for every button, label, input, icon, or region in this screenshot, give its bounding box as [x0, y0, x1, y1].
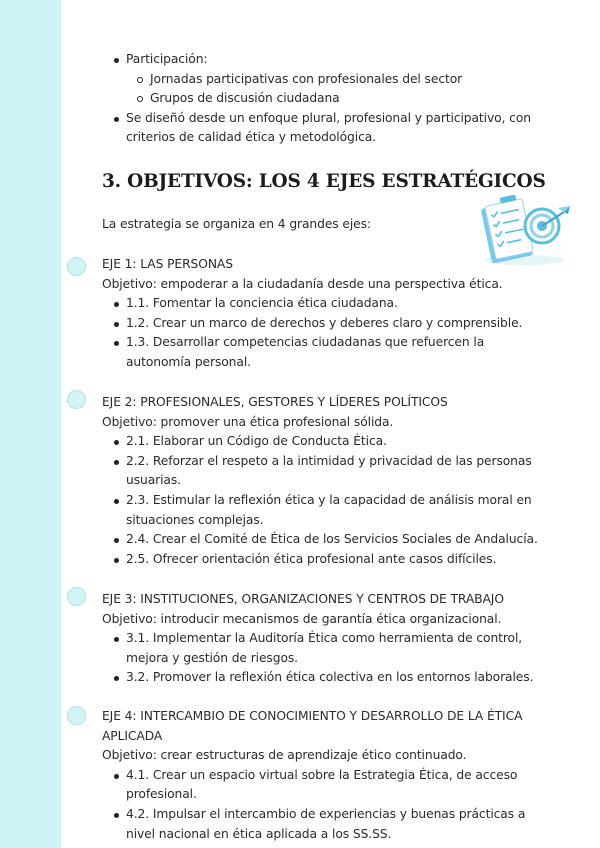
eje-item: 2.1. Elaborar un Código de Conducta Ética. [102, 432, 552, 452]
section-lead: La estrategia se organiza en 4 grandes ejes: [102, 217, 372, 231]
eje-item: 3.1. Implementar la Auditoría Ética como herramienta de control, mejora y gestión de riesgos. [102, 629, 552, 668]
eje-1-marker [67, 257, 86, 276]
participation-item [102, 50, 552, 109]
eje-item: 2.5. Ofrecer orientación ética profesional ante casos difíciles. [102, 550, 552, 570]
eje-item: 1.1. Fomentar la conciencia ética ciudadana. [102, 294, 552, 314]
eje-2-block [102, 393, 552, 569]
eje-1-block [102, 255, 552, 373]
eje-item: 4.2. Impulsar el intercambio de experiencias y buenas prácticas a nivel nacional en ética aplicada a los SS.SS. [102, 805, 552, 844]
eje-item: 1.3. Desarrollar competencias ciudadanas que refuercen la autonomía personal. [102, 333, 552, 372]
design-approach-item: Se diseñó desde un enfoque plural, profesional y participativo, con criterios de calidad ética y metodológica. [102, 109, 552, 148]
eje-item: 2.2. Reforzar el respeto a la intimidad y privacidad de las personas usuarias. [102, 452, 552, 491]
participation-subitem: Grupos de discusión ciudadana [126, 89, 552, 109]
eje-objective: Objetivo: empoderar a la ciudadanía desde una perspectiva ética. [102, 276, 503, 291]
eje-item: 3.2. Promover la reflexión ética colectiva en los entornos laborales. [102, 668, 552, 688]
eje-item: 1.2. Crear un marco de derechos y deberes claro y comprensible. [102, 314, 552, 334]
eje-objective: Objetivo: introducir mecanismos de garantía ética organizacional. [102, 611, 502, 626]
eje-4-block [102, 707, 552, 844]
eje-item: 4.1. Crear un espacio virtual sobre la Estrategia Ética, de acceso profesional. [102, 766, 552, 805]
intro-block [102, 50, 552, 148]
eje-objective: Objetivo: promover una ética profesional sólida. [102, 414, 394, 429]
decorative-side-band [0, 0, 61, 848]
participation-label: Participación: [126, 52, 208, 66]
eje-4-marker [67, 706, 86, 725]
eje-2-marker [67, 390, 86, 409]
eje-objective: Objetivo: crear estructuras de aprendizaje ético continuado. [102, 748, 467, 763]
eje-title: EJE 3: INSTITUCIONES, ORGANIZACIONES Y CENTROS DE TRABAJO [102, 592, 504, 606]
eje-3-block [102, 590, 552, 688]
section-title: 3. OBJETIVOS: LOS 4 EJES ESTRATÉGICOS [102, 171, 546, 192]
checklist-target-icon [478, 190, 574, 268]
eje-title: EJE 2: PROFESIONALES, GESTORES Y LÍDERES POLÍTICOS [102, 395, 448, 409]
eje-title: EJE 4: INTERCAMBIO DE CONOCIMIENTO Y DESARROLLO DE LA ÉTICA APLICADA [102, 709, 523, 743]
eje-title: EJE 1: LAS PERSONAS [102, 257, 233, 271]
eje-item: 2.3. Estimular la reflexión ética y la capacidad de análisis moral en situaciones complejas. [102, 491, 552, 530]
eje-3-marker [67, 587, 86, 606]
participation-subitem: Jornadas participativas con profesionales del sector [126, 70, 552, 90]
eje-item: 2.4. Crear el Comité de Ética de los Servicios Sociales de Andalucía. [102, 530, 552, 550]
